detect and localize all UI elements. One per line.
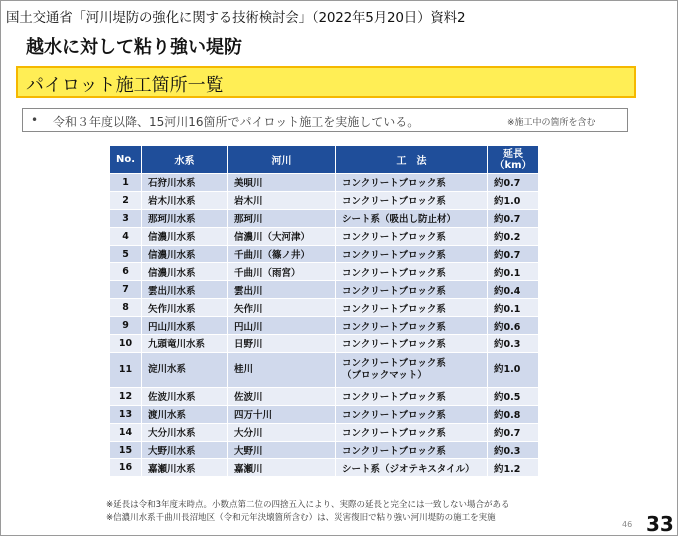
cell-river: 雲出川 (228, 281, 336, 299)
cell-system: 信濃川水系 (142, 227, 228, 245)
cell-system: 渡川水系 (142, 405, 228, 423)
cell-system: 円山川水系 (142, 317, 228, 335)
cell-no: 3 (110, 209, 142, 227)
cell-method: コンクリートブロック系 (336, 281, 488, 299)
footnote-length: ※延長は令和3年度末時点。小数点第二位の四捨五入により、実際の延長と完全には一致しない場合がある (106, 500, 510, 510)
cell-length: 約0.1 (488, 263, 539, 281)
cell-length: 約0.8 (488, 405, 539, 423)
cell-river: 大分川 (228, 423, 336, 441)
column-header-system: 水系 (142, 146, 228, 174)
document-header-title: 国土交通省「河川堤防の強化に関する技術検討会」（2022年5月20日）資料2 (6, 10, 466, 26)
cell-no: 11 (110, 352, 142, 387)
table-row (110, 227, 539, 245)
table-row (110, 317, 539, 335)
cell-method: コンクリートブロック系 (336, 405, 488, 423)
cell-river: 千曲川（篠ノ井） (228, 245, 336, 263)
cell-length: 約0.5 (488, 387, 539, 405)
cell-system: 大野川水系 (142, 441, 228, 459)
section-title-box (16, 66, 636, 98)
column-header-method: 工 法 (336, 146, 488, 174)
note-box (22, 108, 628, 132)
cell-length: 約0.4 (488, 281, 539, 299)
table-row (110, 459, 539, 477)
cell-no: 1 (110, 174, 142, 192)
cell-method: コンクリートブロック系 (336, 174, 488, 192)
cell-no: 2 (110, 191, 142, 209)
cell-river: 岩木川 (228, 191, 336, 209)
column-header-river: 河川 (228, 146, 336, 174)
cell-length: 約1.0 (488, 352, 539, 387)
cell-system: 那珂川水系 (142, 209, 228, 227)
cell-river: 嘉瀬川 (228, 459, 336, 477)
table-row (110, 245, 539, 263)
table-row (110, 423, 539, 441)
cell-system: 信濃川水系 (142, 263, 228, 281)
table-row (110, 335, 539, 353)
pilot-sites-table (109, 145, 539, 477)
cell-length: 約0.3 (488, 441, 539, 459)
table-row (110, 405, 539, 423)
cell-method: シート系（吸出し防止材） (336, 209, 488, 227)
cell-length: 約0.7 (488, 423, 539, 441)
page-number-small: 46 (622, 520, 633, 529)
column-header-length: 延長 （km） (488, 146, 539, 174)
cell-no: 9 (110, 317, 142, 335)
cell-method: コンクリートブロック系 (336, 387, 488, 405)
cell-no: 4 (110, 227, 142, 245)
footnote-nagano: ※信濃川水系千曲川長沼地区（令和元年決壊箇所含む）は、災害復旧で粘り強い河川堤防の施工を実施 (106, 513, 496, 523)
cell-method: コンクリートブロック系 (336, 191, 488, 209)
cell-method: コンクリートブロック系 (336, 335, 488, 353)
cell-no: 16 (110, 459, 142, 477)
cell-method: シート系（ジオテキスタイル） (336, 459, 488, 477)
cell-river: 信濃川（大河津） (228, 227, 336, 245)
cell-no: 14 (110, 423, 142, 441)
table-row (110, 191, 539, 209)
cell-river: 佐波川 (228, 387, 336, 405)
note-text: 令和３年度以降、15河川16箇所でパイロット施工を実施している。 (53, 115, 420, 129)
section-title: パイロット施工箇所一覧 (26, 75, 224, 96)
cell-method: コンクリートブロック系 (336, 227, 488, 245)
cell-method: コンクリートブロック系 (336, 423, 488, 441)
table-body (110, 174, 539, 477)
cell-system: 九頭竜川水系 (142, 335, 228, 353)
cell-river: 円山川 (228, 317, 336, 335)
cell-method: コンクリートブロック系 （ブロックマット） (336, 352, 488, 387)
cell-length: 約0.1 (488, 299, 539, 317)
bullet-icon: • (31, 113, 39, 127)
cell-method: コンクリートブロック系 (336, 245, 488, 263)
cell-length: 約0.7 (488, 245, 539, 263)
cell-system: 雲出川水系 (142, 281, 228, 299)
cell-river: 大野川 (228, 441, 336, 459)
note-small-text: ※施工中の箇所を含む (507, 118, 596, 128)
cell-no: 7 (110, 281, 142, 299)
cell-river: 日野川 (228, 335, 336, 353)
cell-no: 5 (110, 245, 142, 263)
cell-river: 那珂川 (228, 209, 336, 227)
cell-length: 約1.0 (488, 191, 539, 209)
cell-method: コンクリートブロック系 (336, 299, 488, 317)
cell-system: 岩木川水系 (142, 191, 228, 209)
column-header-no: No. (110, 146, 142, 174)
cell-length: 約0.6 (488, 317, 539, 335)
cell-system: 嘉瀬川水系 (142, 459, 228, 477)
cell-length: 約0.7 (488, 209, 539, 227)
table-row (110, 174, 539, 192)
cell-system: 佐波川水系 (142, 387, 228, 405)
cell-no: 8 (110, 299, 142, 317)
slide-title: 越水に対して粘り強い堤防 (26, 37, 242, 58)
table-row (110, 441, 539, 459)
cell-method: コンクリートブロック系 (336, 441, 488, 459)
cell-length: 約0.2 (488, 227, 539, 245)
cell-river: 四万十川 (228, 405, 336, 423)
table-row (110, 209, 539, 227)
cell-method: コンクリートブロック系 (336, 263, 488, 281)
cell-river: 桂川 (228, 352, 336, 387)
cell-system: 淀川水系 (142, 352, 228, 387)
cell-system: 大分川水系 (142, 423, 228, 441)
cell-system: 矢作川水系 (142, 299, 228, 317)
table-row (110, 263, 539, 281)
cell-no: 12 (110, 387, 142, 405)
cell-length: 約0.7 (488, 174, 539, 192)
table-row (110, 281, 539, 299)
table-row (110, 387, 539, 405)
cell-system: 石狩川水系 (142, 174, 228, 192)
table-header-row (110, 146, 539, 174)
page-number-big: 33 (646, 512, 674, 536)
cell-method: コンクリートブロック系 (336, 317, 488, 335)
cell-river: 矢作川 (228, 299, 336, 317)
cell-no: 13 (110, 405, 142, 423)
cell-system: 信濃川水系 (142, 245, 228, 263)
cell-length: 約1.2 (488, 459, 539, 477)
cell-no: 10 (110, 335, 142, 353)
cell-no: 15 (110, 441, 142, 459)
table-row (110, 352, 539, 387)
cell-length: 約0.3 (488, 335, 539, 353)
cell-river: 美唄川 (228, 174, 336, 192)
table-row (110, 299, 539, 317)
cell-river: 千曲川（雨宮） (228, 263, 336, 281)
cell-no: 6 (110, 263, 142, 281)
